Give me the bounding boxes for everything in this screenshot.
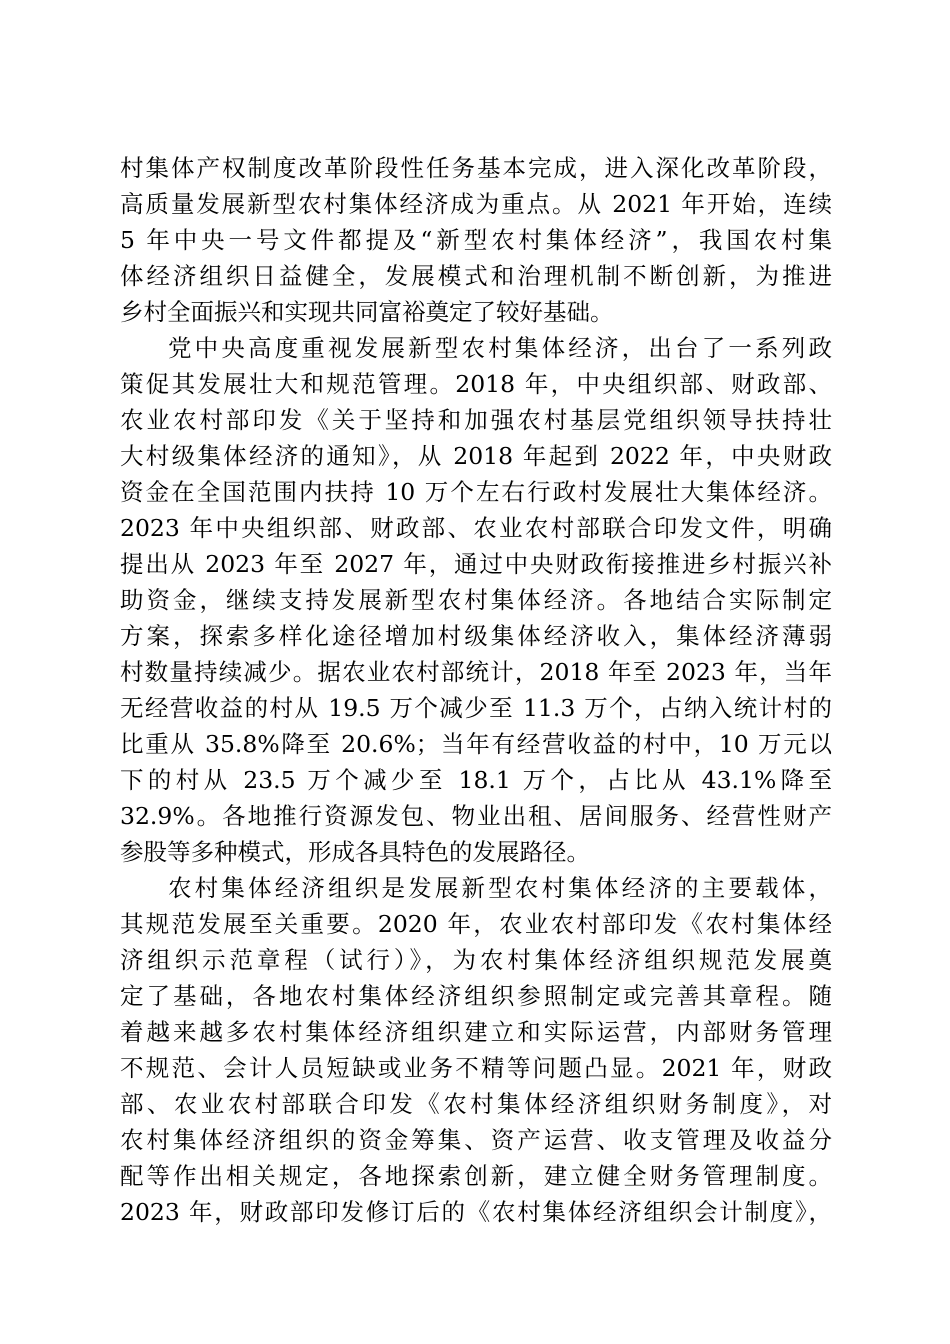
paragraph (120, 870, 832, 1230)
text-line: 方案，探索多样化途径增加村级集体经济收入，集体经济薄弱 (120, 622, 832, 650)
text-line: 资金在全国范围内扶持 10 万个左右行政村发展壮大集体经济。 (120, 478, 832, 506)
text-line: 2023 年中央组织部、财政部、农业农村部联合印发文件，明确 (120, 514, 832, 542)
text-line: 参股等多种模式，形成各具特色的发展路径。 (120, 838, 590, 866)
text-line: 部、农业农村部联合印发《农村集体经济组织财务制度》，对 (120, 1090, 832, 1118)
text-line: 体经济组织日益健全，发展模式和治理机制不断创新，为推进 (120, 262, 832, 290)
text-line: 助资金，继续支持发展新型农村集体经济。各地结合实际制定 (120, 586, 832, 614)
text-line: 32.9%。各地推行资源发包、物业出租、居间服务、经营性财产 (120, 802, 832, 830)
text-line: 配等作出相关规定，各地探索创新，建立健全财务管理制度。 (120, 1162, 832, 1190)
text-line: 大村级集体经济的通知》，从 2018 年起到 2022 年，中央财政 (120, 442, 832, 470)
text-line: 下的村从 23.5 万个减少至 18.1 万个，占比从 43.1%降至 (120, 766, 832, 794)
text-line: 村集体产权制度改革阶段性任务基本完成，进入深化改革阶段， (120, 154, 832, 182)
text-line: 农业农村部印发《关于坚持和加强农村基层党组织领导扶持壮 (120, 406, 832, 434)
text-line: 提出从 2023 年至 2027 年，通过中央财政衔接推进乡村振兴补 (120, 550, 832, 578)
text-line: 着越来越多农村集体经济组织建立和实际运营，内部财务管理 (120, 1018, 832, 1046)
body-text (120, 150, 832, 1230)
text-line: 党中央高度重视发展新型农村集体经济，出台了一系列政 (168, 334, 832, 362)
text-line: 高质量发展新型农村集体经济成为重点。从 2021 年开始，连续 (120, 190, 832, 218)
text-line: 2023 年，财政部印发修订后的《农村集体经济组织会计制度》， (120, 1198, 832, 1226)
text-line: 乡村全面振兴和实现共同富裕奠定了较好基础。 (120, 298, 614, 326)
text-line: 策促其发展壮大和规范管理。2018 年，中央组织部、财政部、 (120, 370, 832, 398)
text-line: 农村集体经济组织的资金筹集、资产运营、收支管理及收益分 (120, 1126, 832, 1154)
paragraph (120, 330, 832, 870)
text-line: 村数量持续减少。据农业农村部统计，2018 年至 2023 年，当年 (120, 658, 832, 686)
text-line: 其规范发展至关重要。2020 年，农业农村部印发《农村集体经 (120, 910, 832, 938)
text-line: 不规范、会计人员短缺或业务不精等问题凸显。2021 年，财政 (120, 1054, 832, 1082)
text-line: 无经营收益的村从 19.5 万个减少至 11.3 万个，占纳入统计村的 (120, 694, 832, 722)
paragraph (120, 150, 832, 330)
text-line: 农村集体经济组织是发展新型农村集体经济的主要载体， (168, 874, 832, 902)
text-line: 济组织示范章程（试行）》，为农村集体经济组织规范发展奠 (120, 946, 832, 974)
text-line: 5 年中央一号文件都提及“新型农村集体经济”，我国农村集 (120, 226, 832, 254)
text-line: 比重从 35.8%降至 20.6%；当年有经营收益的村中，10 万元以 (120, 730, 832, 758)
text-line: 定了基础，各地农村集体经济组织参照制定或完善其章程。随 (120, 982, 832, 1010)
